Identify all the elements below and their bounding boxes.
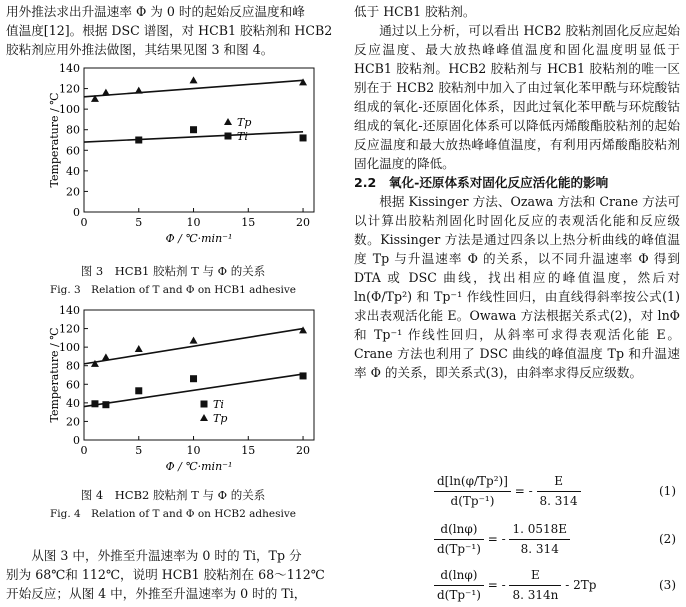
data-point-square: [102, 401, 109, 408]
eq2-numerator: d(lnφ): [434, 520, 484, 540]
eq3-sign: = -: [487, 578, 506, 592]
figure-4-chart: [28, 304, 328, 480]
y-tick-label: 80: [66, 123, 80, 137]
caption-cn: 图 3 HCB1 胶粘剂 T 与 Φ 的关系: [80, 264, 266, 278]
legend-marker: [201, 401, 208, 408]
eq2-label: (2): [659, 532, 676, 546]
x-tick-label: 10: [186, 216, 201, 229]
data-point-square: [135, 387, 142, 394]
y-axis-label: Temperature / ℃: [48, 92, 61, 188]
fit-line: [84, 132, 303, 142]
left-column-bottom: [6, 546, 340, 603]
text-line: 用外推法求出升温速率 Φ 为 0 时的起始反应温度和峰: [6, 4, 305, 19]
eq3-numerator: d(lnφ): [434, 566, 484, 586]
data-point-square: [190, 375, 197, 382]
equation-2: [354, 520, 680, 556]
y-tick-label: 80: [66, 359, 80, 373]
equations-block: [354, 472, 680, 606]
data-point-square: [190, 126, 197, 133]
eq2-sign: = -: [487, 532, 506, 546]
y-axis-label: Temperature / ℃: [48, 327, 61, 423]
y-tick-label: 0: [73, 206, 80, 219]
legend-label: Ti: [213, 398, 224, 411]
equation-3: [354, 566, 680, 602]
data-point-triangle: [190, 337, 198, 344]
y-tick-label: 100: [59, 103, 80, 117]
data-point-square: [91, 400, 98, 407]
eq1-rhs-numerator: E: [537, 472, 581, 492]
data-point-square: [135, 137, 142, 144]
paragraph: 通过以上分析，可以看出 HCB2 胶粘剂固化反应起始反应温度、最大放热峰峰值温度和固化温度明显低于 HCB1 胶粘剂。HCB2 胶粘剂与 HCB1 胶粘剂的唯一区别在于 HCB2 胶粘剂中加入了由过氧化苯甲酰与环烷酸钴组成的氧化-还原固化体系，因此过氧化苯甲酰与环烷酸钴组成的氧化-还原固化体系可以降低丙烯酸酯胶粘剂的起始反应温度和最大放热峰峰值温度，有利用丙烯酸酯胶粘剂固化温度的降低。: [354, 23, 680, 171]
data-point-square: [300, 372, 307, 379]
data-point-square: [300, 134, 307, 141]
y-tick-label: 120: [59, 322, 80, 336]
eq3-denominator: d(Tp⁻¹): [437, 588, 481, 602]
equation-1: [354, 472, 680, 508]
text-line: 值温度[12]。根据 DSC 谱图，对 HCB1 胶粘剂和 HCB2: [6, 23, 333, 38]
legend-marker: [225, 133, 232, 140]
x-tick-label: 0: [80, 216, 88, 229]
text-line: 开始反应；从图 4 中，外推至升温速率为 0 时的 Ti，: [6, 586, 307, 601]
x-tick-label: 20: [296, 216, 311, 229]
eq3-tail: - 2Tp: [565, 578, 597, 592]
legend-label: Tp: [237, 116, 252, 129]
x-tick-label: 15: [241, 444, 256, 457]
x-axis-label: Φ / ℃·min⁻¹: [165, 460, 233, 473]
x-tick-label: 20: [296, 444, 311, 457]
figure-3-chart: [28, 60, 328, 252]
y-tick-label: 20: [66, 185, 80, 199]
data-point-triangle: [190, 76, 198, 83]
text-line: 胶粘剂应用外推法做图，其结果见图 3 和图 4。: [6, 42, 274, 57]
fit-line: [84, 329, 303, 364]
caption-en: Fig. 4 Relation of T and Φ on HCB2 adhesive: [49, 508, 297, 520]
legend-marker: [200, 414, 208, 421]
y-tick-label: 60: [66, 144, 80, 158]
x-tick-label: 5: [135, 216, 143, 229]
eq1-numerator: d[ln(φ/Tp²)]: [434, 472, 511, 492]
y-tick-label: 40: [66, 164, 80, 178]
x-axis-label: Φ / ℃·min⁻¹: [165, 232, 233, 245]
eq1-rhs-denominator: 8. 314: [539, 494, 578, 508]
x-tick-label: 15: [241, 216, 256, 229]
data-point-triangle: [135, 345, 143, 352]
caption-cn: 图 4 HCB2 胶粘剂 T 与 Φ 的关系: [80, 488, 266, 502]
eq3-rhs-denominator: 8. 314n: [512, 588, 559, 602]
y-tick-label: 140: [59, 62, 80, 75]
eq2-rhs-denominator: 8. 314: [520, 542, 559, 556]
data-point-triangle: [135, 87, 143, 94]
legend-label: Ti: [237, 130, 248, 143]
caption-en: Fig. 3 Relation of T and Φ on HCB1 adhesive: [49, 284, 297, 296]
data-point-triangle: [102, 89, 110, 96]
eq2-rhs-numerator: 1. 0518E: [509, 520, 570, 540]
figure-4-caption: [6, 486, 340, 524]
paragraph: 根据 Kissinger 方法、Ozawa 方法和 Crane 方法可以计算出胶粘剂固化时固化反应的表观活化能和反应级数。Kissinger 方法是通过四条以上热分析曲线的峰值温度 Tp 与升温速率 Φ 的关系，以不同升温速率 Φ 得到 DTA 或 DSC 曲线，找出相应的峰值温度，然后对 ln(Φ/Tp²) 和 Tp⁻¹ 作线性回归，由直线得斜率按公式(1)求出表观活化能 E。Owawa 方法根据关系式(2)，对 lnΦ 和 Tp⁻¹ 作线性回归，从斜率可求得表观活化能 E。Crane 方法也利用了 DSC 曲线的峰值温度 Tp 和升温速率 Φ 的关系，即关系式(3)，由斜率求得反应级数。: [354, 194, 680, 380]
x-tick-label: 0: [80, 444, 88, 457]
figure-3-caption: [6, 262, 340, 300]
paragraph: 低于 HCB1 胶粘剂。: [354, 4, 476, 19]
text-line: 别为 68℃和 112℃，说明 HCB1 胶粘剂在 68～112℃: [6, 567, 325, 582]
y-tick-label: 0: [73, 434, 80, 447]
eq1-denominator: d(Tp⁻¹): [450, 494, 495, 508]
eq2-denominator: d(Tp⁻¹): [437, 542, 481, 556]
legend-marker: [224, 118, 232, 125]
x-tick-label: 10: [186, 444, 201, 457]
y-tick-label: 60: [66, 378, 80, 392]
y-tick-label: 140: [59, 304, 80, 317]
data-point-triangle: [299, 78, 307, 85]
text-line: 从图 3 中，外推至升温速率为 0 时的 Ti，Tp 分: [31, 548, 302, 563]
x-tick-label: 5: [135, 444, 143, 457]
plot-frame: [84, 310, 314, 440]
eq3-rhs-numerator: E: [509, 566, 561, 586]
legend-label: Tp: [213, 412, 228, 425]
eq1-sign: = -: [514, 484, 533, 498]
y-tick-label: 40: [66, 396, 80, 410]
left-column-top: [6, 2, 340, 59]
y-tick-label: 20: [66, 415, 80, 429]
y-tick-label: 120: [59, 82, 80, 96]
eq1-label: (1): [659, 484, 676, 498]
data-point-triangle: [102, 353, 110, 360]
y-tick-label: 100: [59, 341, 80, 355]
right-column: [354, 2, 680, 382]
data-point-triangle: [299, 326, 307, 333]
eq3-label: (3): [659, 578, 676, 592]
section-title: 2.2 氧化-还原体系对固化反应活化能的影响: [354, 175, 609, 190]
